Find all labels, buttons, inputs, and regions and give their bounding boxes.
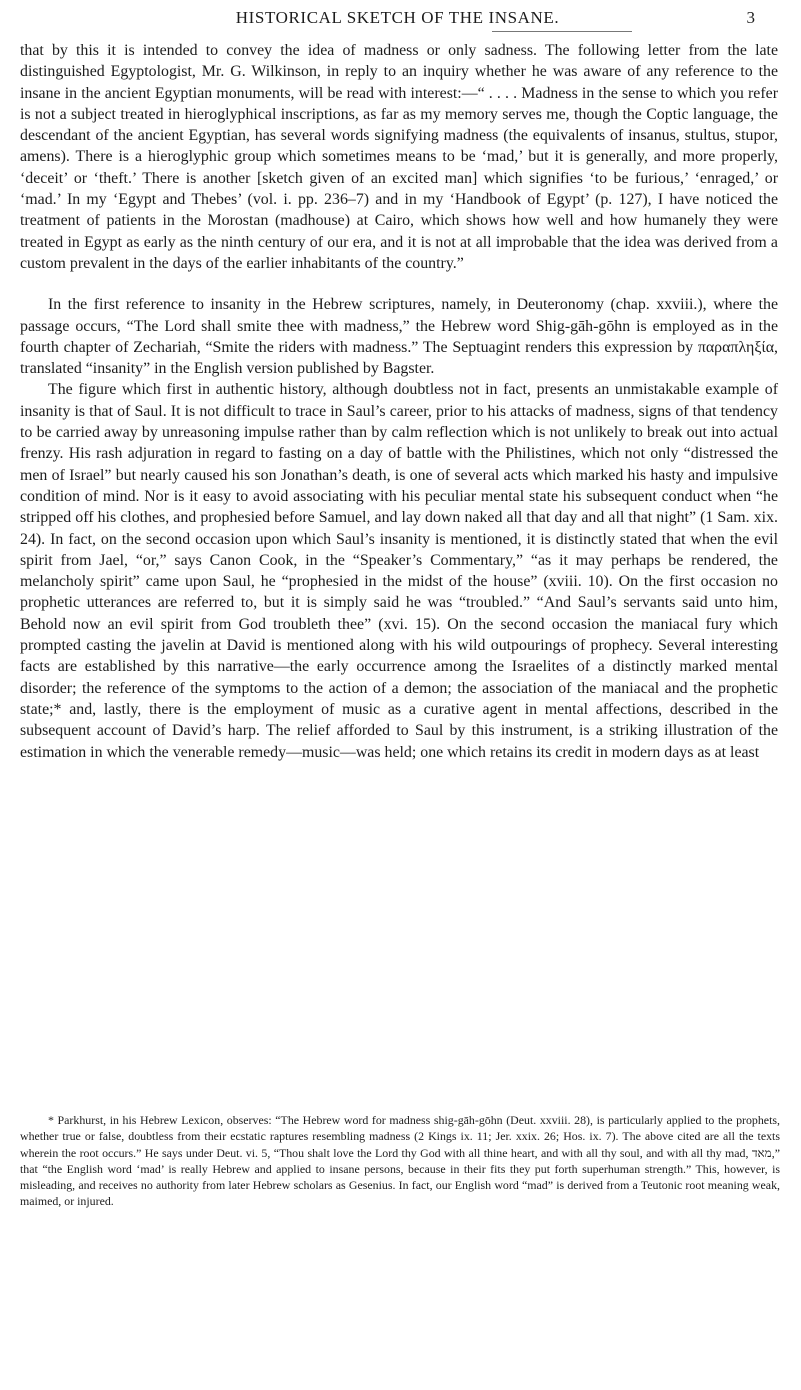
page-number: 3 xyxy=(746,8,755,27)
running-head xyxy=(40,8,755,34)
running-title: HISTORICAL SKETCH OF THE INSANE. xyxy=(235,8,560,27)
paragraph-hebrew-reference: In the first reference to insanity in the Hebrew scriptures, namely, in Deuteronomy (chap. xxviii.), where the passage occurs, “The Lord shall smite thee with madness,” the Hebrew word Shig-gāh-gōhn is employed as in the fourth chapter of Zechariah, “Smite the riders with madness.” The Septuagint renders this expression by παραπληξία, translated “insanity” in the English version published by Bagster. xyxy=(20,296,778,378)
header-rule xyxy=(492,31,632,32)
paragraph-saul: The figure which first in authentic history, although doubtless not in fact, presents an unmistakable example of insanity is that of Saul. It is not difficult to trace in Saul’s career, prior to his attacks of madness, signs of that tendency to be carried away by unreasoning impulse rather than by calm reflection which is not unlikely to break out into actual frenzy. His rash adjuration in regard to fasting on a day of battle with the Philistines, which not only “distressed the men of Israel” but nearly caused his son Jonathan’s death, is one of several acts which marked his hasty and impulsive condition of mind. Nor is it easy to avoid associating with his peculiar mental state his subsequent conduct when “he stripped off his clothes, and prophesied before Samuel, and lay down naked all that day and all that night” (1 Sam. xix. 24). In fact, on the second occasion upon which Saul’s insanity is mentioned, it is distinctly stated that when the evil spirit from Jael, “or,” says Canon Cook, in the “Speaker’s Commentary,” “as it may perhaps be rendered, the melancholy spirit” came upon Saul, he “prophesied in the midst of the house” (xviii. 10). On the first occasion no prophetic utterances are referred to, but it is simply said he was “troubled.” “And Saul’s servants said unto him, Behold now an evil spirit from God troubleth thee” (xvi. 15). On the second occasion the maniacal fury which prompted casting the javelin at David is mentioned along with his wild outpourings of prophecy. Several interesting facts are established by this narrative—the early occurrence among the Israelites of a distinctly marked mental disorder; the reference of the symptoms to the action of a demon; the association of the maniacal and the prophetic state;* and, lastly, there is the employment of music as a curative agent in mental affections, described in the subsequent account of David’s harp. The relief afforded to Saul by this instrument, is a striking illustration of the estimation in which the venerable remedy—music—was held; one which retains its credit in modern days as at least xyxy=(20,381,778,761)
paragraph-egyptian-letter: that by this it is intended to convey the idea of madness or only sadness. The following letter from the late distinguished Egyptologist, Mr. G. Wilkinson, in reply to an inquiry whether he was aware of any reference to the insane in the ancient Egyptian monuments, will be read with interest:—“ . . . . Madness in the sense to which you refer is not a subject treated in hieroglyphical inscriptions, as far as my memory serves me, though the Coptic language, the descendant of the ancient Egyptian, has several words signifying madness (the equivalents of insanus, stultus, stupor, amens). There is a hieroglyphic group which sometimes means to be ‘mad,’ but it is generally, and more properly, ‘deceit’ or ‘theft.’ There is another [sketch given of an excited man] which signifies ‘to be furious,’ ‘enraged,’ or ‘mad.’ In my ‘Egypt and Thebes’ (vol. i. pp. 236–7) and in my ‘Handbook of Egypt’ (p. 127), I have noticed the treatment of patients in the Morostan (madhouse) at Cairo, which shows how well and how humanely they were treated in Egypt as early as the ninth century of our era, and it is not at all improbable that the idea was derived from a custom prevalent in the days of the earlier inhabitants of the country.” xyxy=(20,42,778,272)
body-text xyxy=(20,40,778,763)
paragraph-gap xyxy=(20,274,778,294)
footnote: * Parkhurst, in his Hebrew Lexicon, observes: “The Hebrew word for madness shig-gāh-gōhn (Deut. xxviii. 28), is particularly applied to the prophets, whether true or false, doubtless from their ecstatic raptures resembling madness (2 Kings ix. 11; Jer. xxix. 26; Hos. ix. 7). The above cited are all the texts wherein the root occurs.” He says under Deut. vi. 5, “Thou shalt love the Lord thy God with all thine heart, and with all thy soul, and with all thy mad, מאד,” that “the English word ‘mad’ is really Hebrew and applied to insane persons, because in their fits they put forth superhuman strength.” This, however, is misleading, and receives no authority from later Hebrew scholars as Gesenius. In fact, our English word “mad” is derived from a Teutonic root meaning weak, maimed, or injured. xyxy=(20,1113,780,1209)
